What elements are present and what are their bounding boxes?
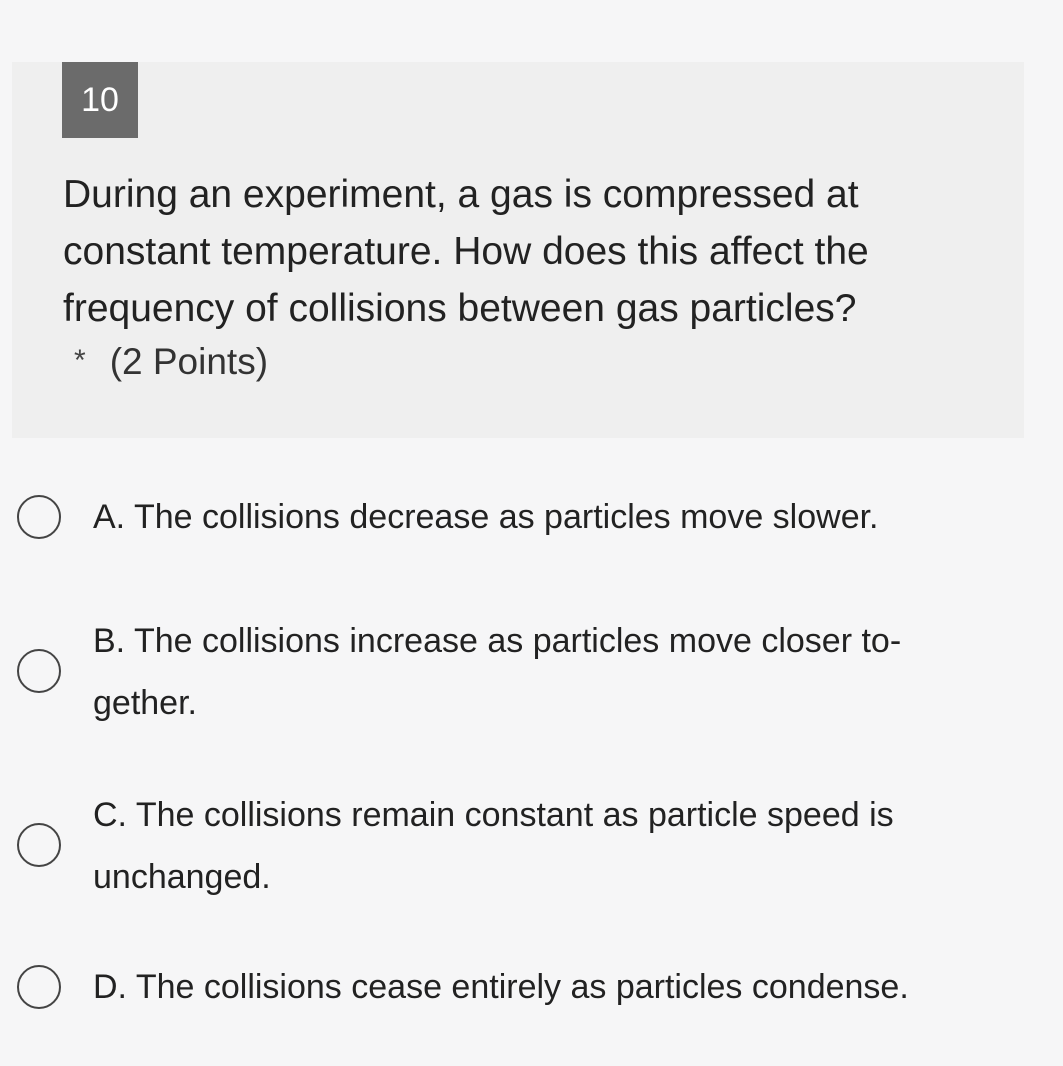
answer-option-label[interactable]: C. The collisions remain constant as particle speed is unchanged. — [93, 796, 894, 896]
radio-button-icon[interactable] — [17, 823, 61, 867]
radio-button-icon[interactable] — [17, 649, 61, 693]
answer-option-a[interactable] — [0, 486, 1063, 550]
answer-option-label[interactable]: A. The collisions decrease as particles move slower. — [93, 498, 879, 536]
points-label: (2 Points) — [109, 341, 269, 382]
radio-button-icon[interactable] — [17, 495, 61, 539]
question-card — [12, 62, 1024, 438]
answer-option-label[interactable]: B. The collisions increase as particles move closer to-gether. — [93, 622, 902, 722]
answer-option-label[interactable]: D. The collisions cease entirely as particles condense. — [93, 968, 909, 1006]
radio-button-icon[interactable] — [17, 965, 61, 1009]
answer-option-b[interactable] — [0, 610, 1063, 734]
answer-option-d[interactable] — [0, 956, 1063, 1020]
answer-option-c[interactable] — [0, 784, 1063, 908]
required-asterisk: * — [74, 344, 86, 377]
question-number-badge: 10 — [62, 62, 138, 138]
question-text: During an experiment, a gas is compressed at constant temperature. How does this affect the frequency of collisions between gas particles? — [63, 173, 869, 330]
points-row — [74, 338, 268, 389]
